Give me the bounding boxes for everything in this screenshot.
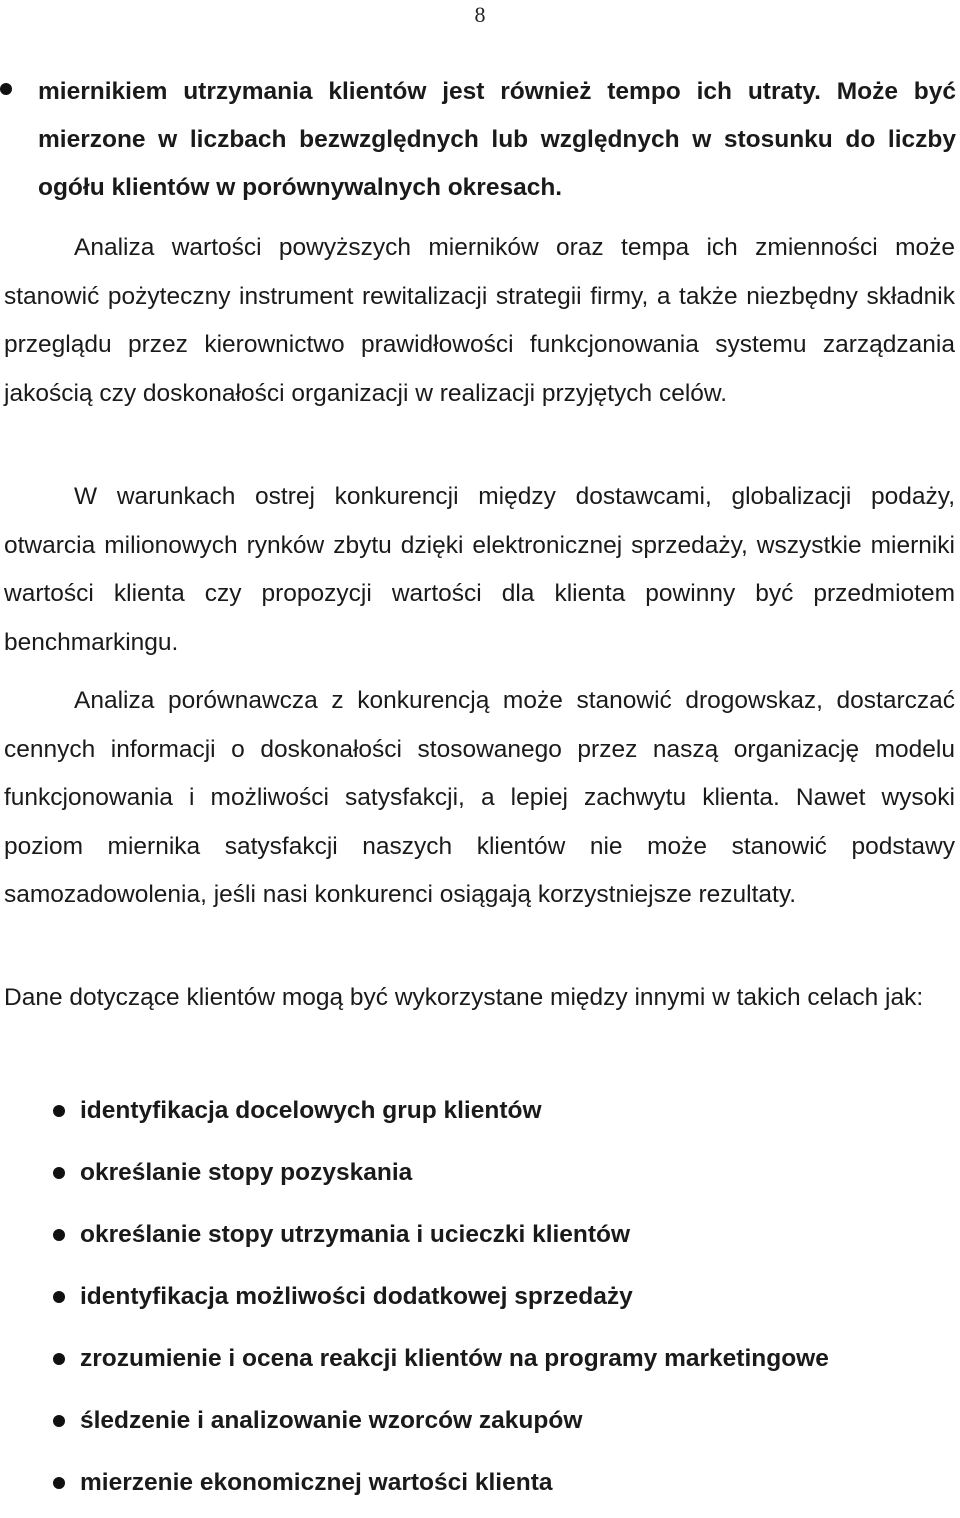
paragraph-comparative-analysis: Analiza porównawcza z konkurencją może stanowić drogowskaz, dostarczać cennych informacji o doskonałości stosowanego przez naszą organizację modelu funkcjonowania i możliwości satysfakcji, a lepiej zachwytu klienta. Nawet wysoki poziom miernika satysfakcji naszych klientów nie może stanowić podstawy samozadowolenia, jeśli nasi konkurenci osiągają korzystniejsze rezultaty.: [4, 687, 955, 908]
bullet-icon: [53, 1291, 65, 1303]
list-item: [0, 1146, 960, 1208]
bullet-icon: [53, 1415, 65, 1427]
paragraph-competition-benchmarking: W warunkach ostrej konkurencji między dostawcami, globalizacji podaży, otwarcia milionowych rynków zbytu dzięki elektronicznej sprzedaży, wszystkie mierniki wartości klienta czy propozycji wartości dla klienta powinny być przedmiotem benchmarkingu.: [4, 483, 955, 656]
list-item-label: identyfikacja możliwości dodatkowej sprzedaży: [80, 1283, 633, 1310]
paragraph-customer-data-uses: Dane dotyczące klientów mogą być wykorzystane między innymi w takich celach jak:: [4, 984, 924, 1011]
list-item-label: zrozumienie i ocena reakcji klientów na programy marketingowe: [80, 1345, 829, 1372]
list-item-label: mierzenie ekonomicznej wartości klienta: [80, 1469, 553, 1496]
list-item-label: określanie stopy utrzymania i ucieczki klientów: [80, 1221, 631, 1248]
customer-data-uses-list: [0, 1084, 960, 1518]
bullet-icon: [53, 1167, 65, 1179]
list-item: [0, 1084, 960, 1146]
list-item: [0, 1394, 960, 1456]
list-item-label: identyfikacja docelowych grup klientów: [80, 1097, 542, 1124]
paragraph-analysis-of-metrics: Analiza wartości powyższych mierników oraz tempa ich zmienności może stanowić pożyteczny instrument rewitalizacji strategii firmy, a także niezbędny składnik przeglądu przez kierownictwo prawidłowości funkcjonowania systemu zarządzania jakością czy doskonałości organizacji w realizacji przyjętych celów.: [4, 234, 955, 407]
bullet-icon: [53, 1229, 65, 1241]
list-item: [0, 1456, 960, 1518]
bullet-icon: [53, 1105, 65, 1117]
list-item: [0, 1332, 960, 1394]
page-number: 8: [474, 2, 486, 27]
list-item: [0, 1270, 960, 1332]
bullet-icon: [0, 83, 12, 95]
list-item-label: określanie stopy pozyskania: [80, 1159, 413, 1186]
bullet-icon: [53, 1477, 65, 1489]
intro-bullet-item: [0, 68, 960, 212]
list-item: [0, 1208, 960, 1270]
bullet-icon: [53, 1353, 65, 1365]
intro-bullet-text: miernikiem utrzymania klientów jest również tempo ich utraty. Może być mierzone w liczbach bezwzględnych lub względnych w stosunku do liczby ogółu klientów w porównywalnych okresach.: [38, 78, 956, 201]
list-item-label: śledzenie i analizowanie wzorców zakupów: [80, 1407, 583, 1434]
